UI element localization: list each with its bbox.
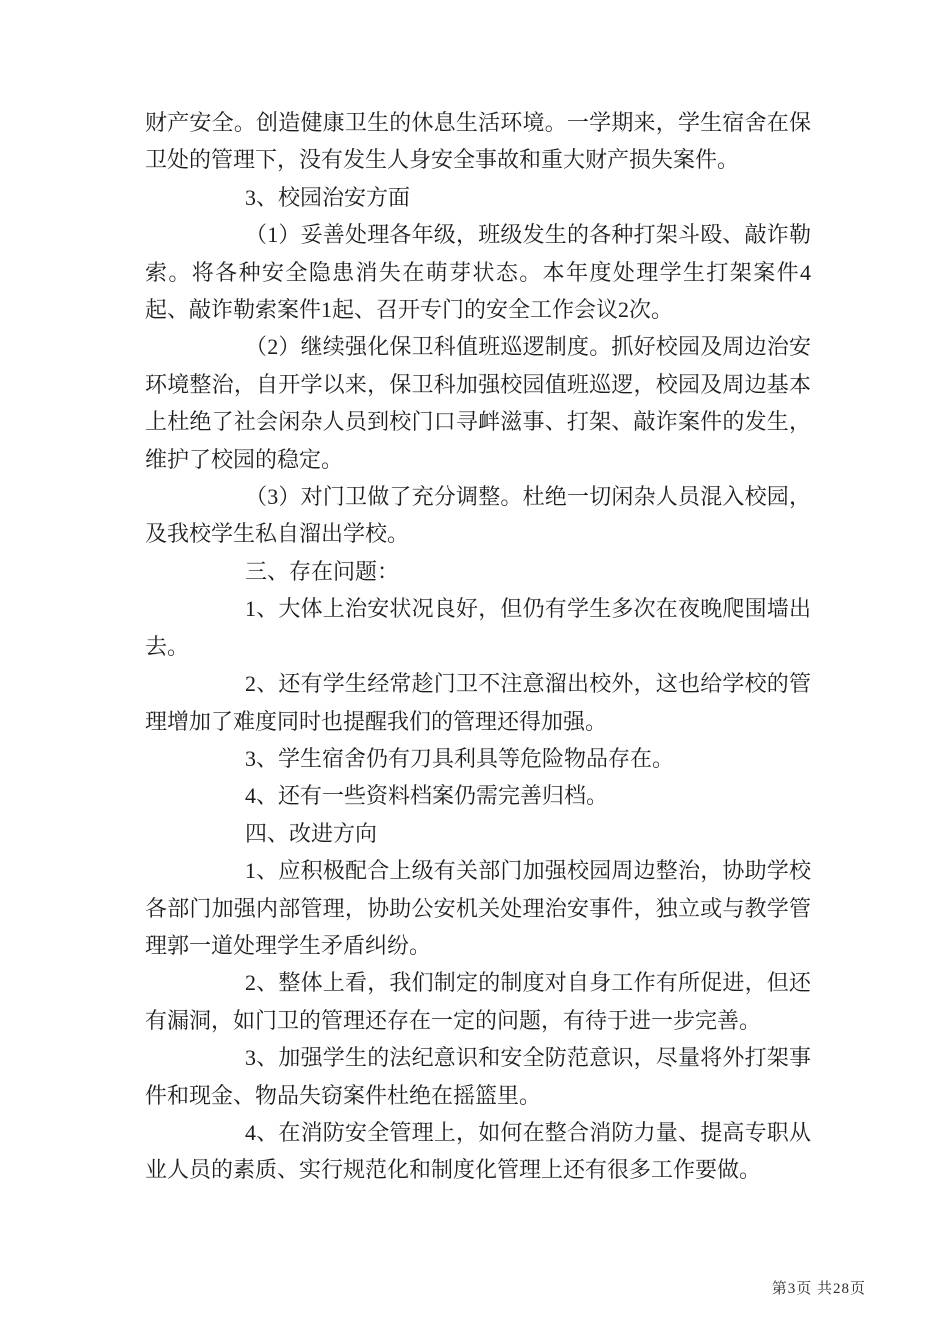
paragraph: 3、校园治安方面 xyxy=(245,184,411,210)
paragraph: 3、学生宿舍仍有刀具利具等危险物品存在。 xyxy=(245,745,675,771)
paragraph: 1、应积极配合上级有关部门加强校园周边整治，协助学校各部门加强内部管理，协助公安机关处理治安事件，独立或与教学管理郭一道处理学生矛盾纠纷。 xyxy=(145,858,811,958)
section-heading: 三、存在问题： xyxy=(245,558,400,584)
paragraph: （3）对门卫做了充分调整。杜绝一切闲杂人员混入校园，及我校学生私自溜出学校。 xyxy=(145,484,811,547)
page-footer xyxy=(772,1277,866,1298)
paragraph: 4、还有一些资料档案仍需完善归档。 xyxy=(245,783,609,809)
paragraph: 3、加强学生的法纪意识和安全防范意识，尽量将外打架事件和现金、物品失窃案件杜绝在摇篮里。 xyxy=(145,1045,811,1108)
paragraph: 2、还有学生经常趁门卫不注意溜出校外，这也给学校的管理增加了难度同时也提醒我们的管理还得加强。 xyxy=(145,671,811,734)
paragraph: 2、整体上看，我们制定的制度对自身工作有所促进，但还有漏洞，如门卫的管理还存在一定的问题，有待于进一步完善。 xyxy=(145,970,811,1033)
section-heading: 四、改进方向 xyxy=(245,820,378,846)
paragraph: 财产安全。创造健康卫生的休息生活环境。一学期来，学生宿舍在保卫处的管理下，没有发生人身安全事故和重大财产损失案件。 xyxy=(145,110,811,173)
paragraph: 4、在消防安全管理上，如何在整合消防力量、提高专职从业人员的素质、实行规范化和制度化管理上还有很多工作要做。 xyxy=(145,1119,811,1183)
paragraph: （1）妥善处理各年级，班级发生的各种打架斗殴、敲诈勒索。将各种安全隐患消失在萌芽状态。本年度处理学生打架案件4起、敲诈勒索案件1起、召开专门的安全工作会议2次。 xyxy=(145,222,811,323)
paragraph: （2）继续强化保卫科值班巡逻制度。抓好校园及周边治安环境整治，自开学以来，保卫科加强校园值班巡逻，校园及周边基本上杜绝了社会闲杂人员到校门口寻衅滋事、打架、敲诈案件的发生，维护了校园的稳定。 xyxy=(145,334,811,472)
page-number-label: 第3页 共28页 xyxy=(771,1281,866,1297)
document-body xyxy=(145,104,811,1189)
paragraph: 1、大体上治安状况良好，但仍有学生多次在夜晚爬围墙出去。 xyxy=(145,596,811,659)
